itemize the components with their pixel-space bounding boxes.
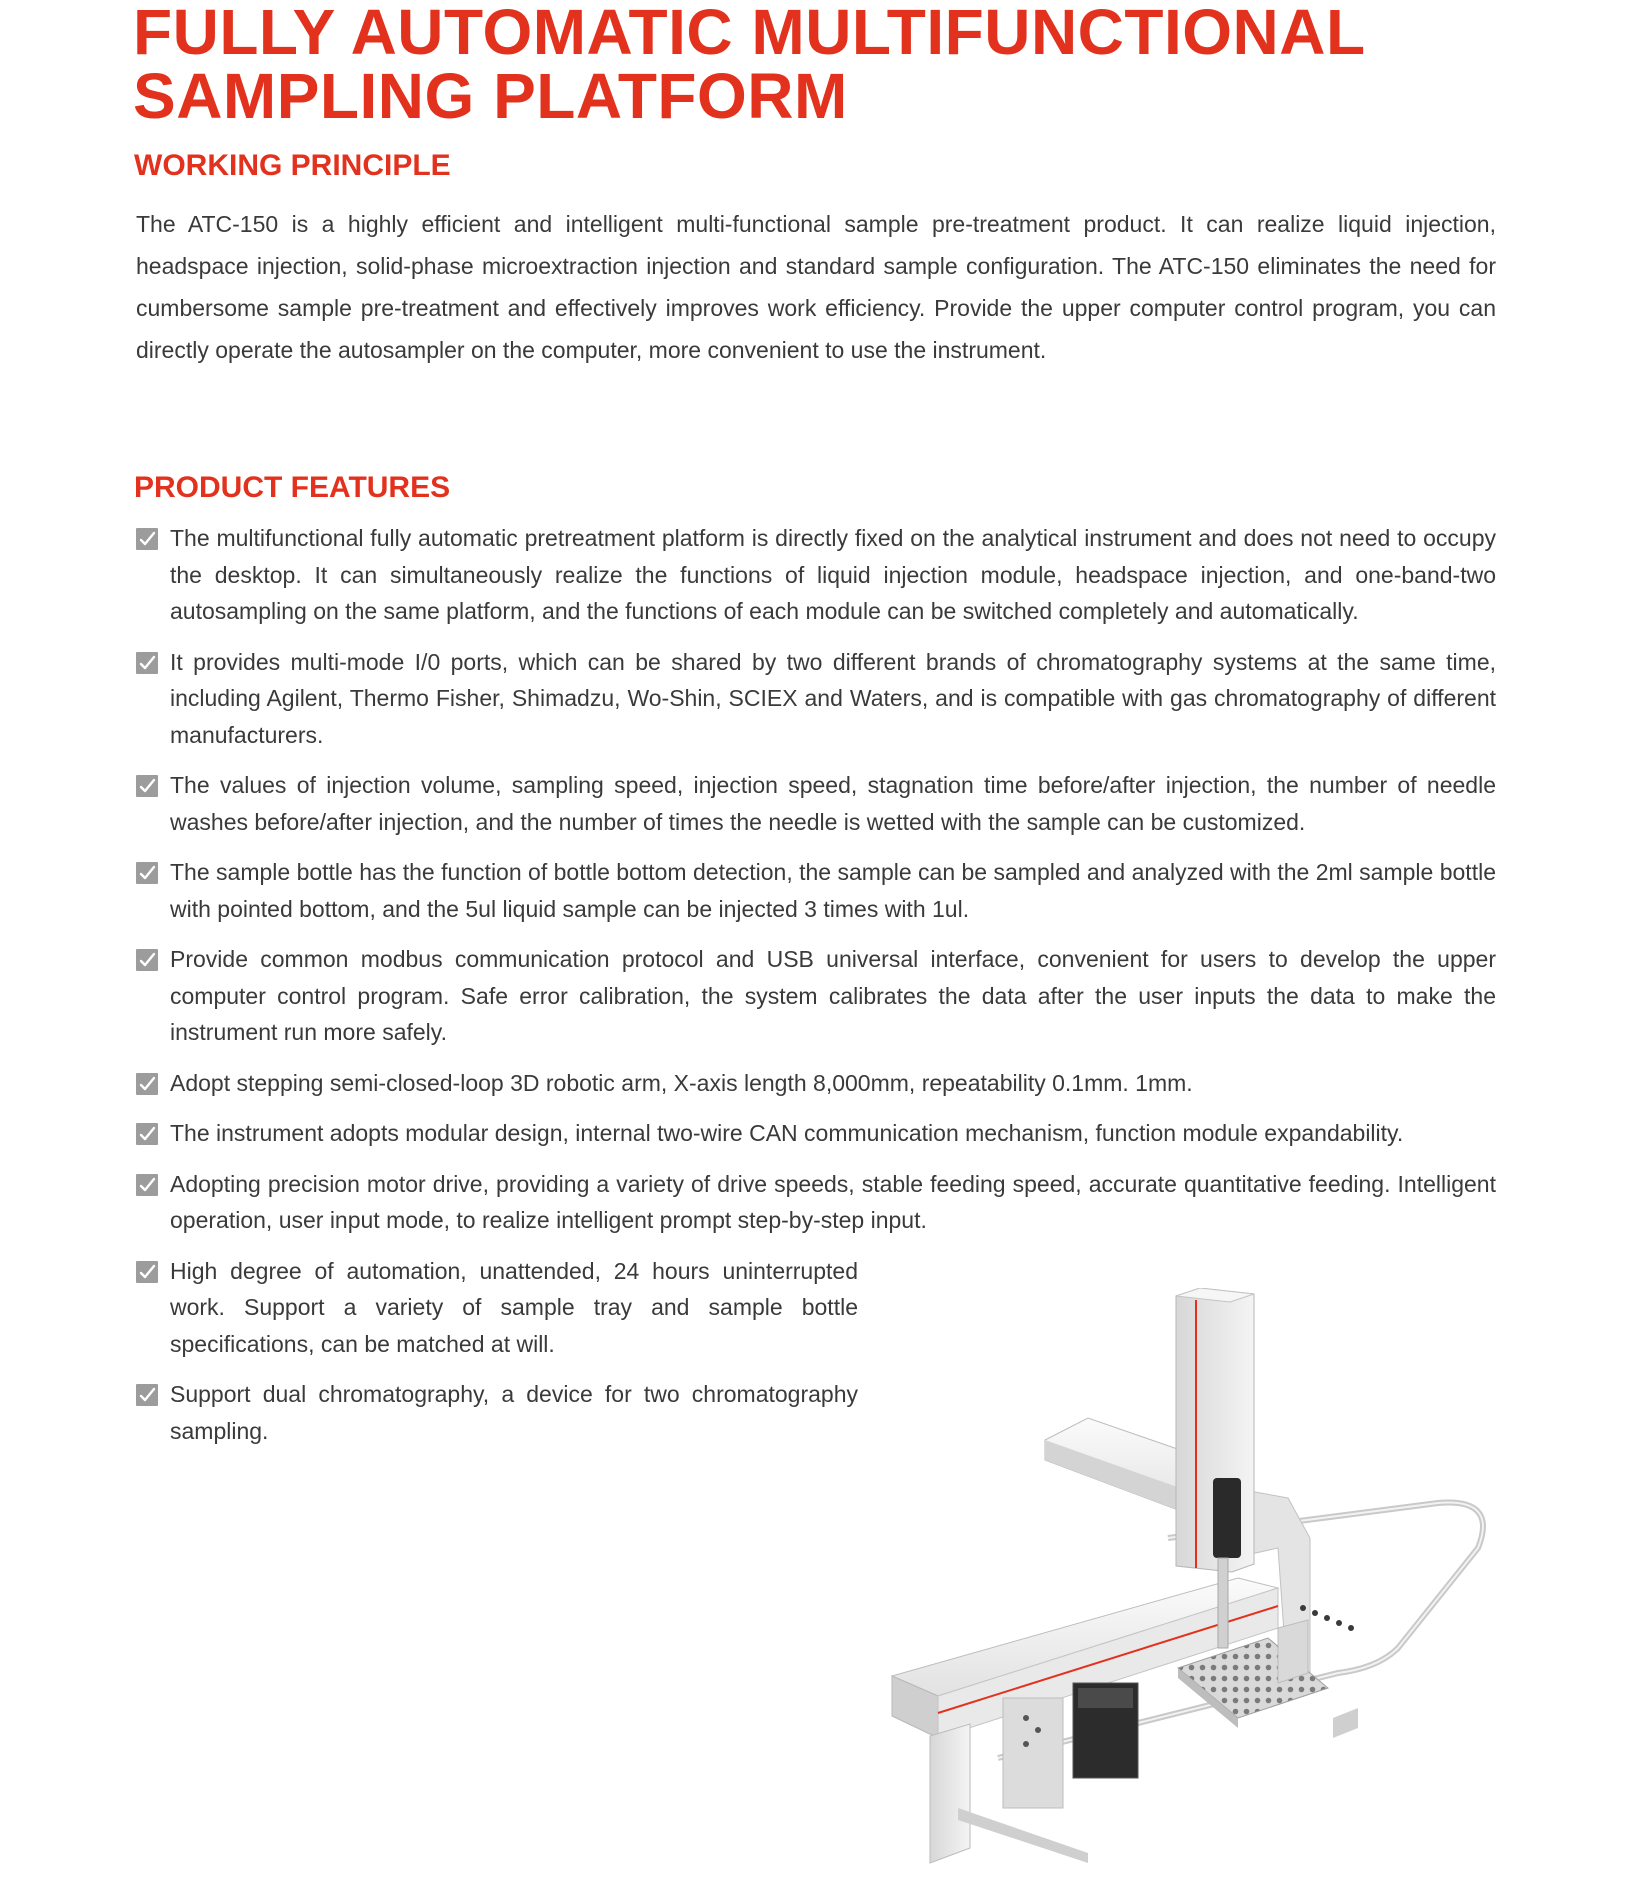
feature-text: The instrument adopts modular design, internal two-wire CAN communication mechanism, function module expandability. <box>170 1120 1404 1146</box>
feature-text: Adopting precision motor drive, providing a variety of drive speeds, stable feeding speed, accurate quantitative feeding. Intelligent operation, user input mode, to realize intelligent prompt step-by-step input. <box>170 1170 1496 1233</box>
title-line-1: FULLY AUTOMATIC MULTIFUNCTIONAL <box>133 0 1366 68</box>
checked-box-icon <box>136 652 158 674</box>
feature-item <box>136 941 1496 1051</box>
feature-text: Provide common modbus communication protocol and USB universal interface, convenient for users to develop the upper computer control program. Safe error calibration, the system calibrates the data after the user inputs the data to make the instrument run more safely. <box>170 946 1496 1045</box>
feature-item <box>136 767 1496 840</box>
feature-item <box>136 1253 858 1363</box>
checked-box-icon <box>136 1174 158 1196</box>
checked-box-icon <box>136 1261 158 1283</box>
feature-text: The multifunctional fully automatic pretreatment platform is directly fixed on the analytical instrument and does not need to occupy the desktop. It can simultaneously realize the functions of liquid injection module, headspace injection, and one-band-two autosampling on the same platform, and the functions of each module can be switched completely and automatically. <box>170 525 1496 624</box>
title-line-2: SAMPLING PLATFORM <box>133 60 848 132</box>
feature-item <box>136 854 1496 927</box>
checked-box-icon <box>136 862 158 884</box>
feature-item <box>136 644 1496 754</box>
feature-item <box>136 520 1496 630</box>
checked-box-icon <box>136 1384 158 1406</box>
checked-box-icon <box>136 1073 158 1095</box>
feature-item <box>136 1166 1496 1239</box>
feature-text: Support dual chromatography, a device for two chromatography sampling. <box>170 1381 858 1444</box>
feature-text: High degree of automation, unattended, 24 hours uninterrupted work. Support a variety of sample tray and sample bottle specifications, can be matched at will. <box>170 1257 858 1357</box>
working-principle-text: The ATC-150 is a highly efficient and intelligent multi-functional sample pre-treatment product. It can realize liquid injection, headspace injection, solid-phase microextraction injection and standard sample configuration. The ATC-150 eliminates the need for cumbersome sample pre-treatment and effectively improves work efficiency. Provide the upper computer control program, you can directly operate the autosampler on the computer, more convenient to use the instrument. <box>136 211 1496 363</box>
product-features-heading: PRODUCT FEATURES <box>134 471 451 504</box>
feature-text: Adopt stepping semi-closed-loop 3D robotic arm, X-axis length 8,000mm, repeatability 0.1mm. 1mm. <box>170 1069 1193 1096</box>
feature-text: The values of injection volume, sampling speed, injection speed, stagnation time before/after injection, the number of needle washes before/after injection, and the number of times the needle is wetted with the sample can be customized. <box>170 772 1496 835</box>
page-title <box>133 0 1366 132</box>
feature-text: The sample bottle has the function of bottle bottom detection, the sample can be sampled and analyzed with the 2ml sample bottle with pointed bottom, and the 5ul liquid sample can be injected 3 times with 1ul. <box>170 859 1496 922</box>
checked-box-icon <box>136 1123 158 1145</box>
checked-box-icon <box>136 528 158 550</box>
feature-text: It provides multi-mode I/0 ports, which can be shared by two different brands of chromatography systems at the same time, including Agilent, Thermo Fisher, Shimadzu, Wo-Shin, SCIEX and Waters, and is compatible with gas chromatography of different manufacturers. <box>170 648 1496 748</box>
working-principle-heading: WORKING PRINCIPLE <box>134 149 451 182</box>
checked-box-icon <box>136 775 158 797</box>
feature-item <box>136 1115 1496 1152</box>
feature-item <box>136 1065 1496 1102</box>
feature-item <box>136 1376 858 1449</box>
checked-box-icon <box>136 949 158 971</box>
autosampler-product-image <box>878 1288 1498 1873</box>
